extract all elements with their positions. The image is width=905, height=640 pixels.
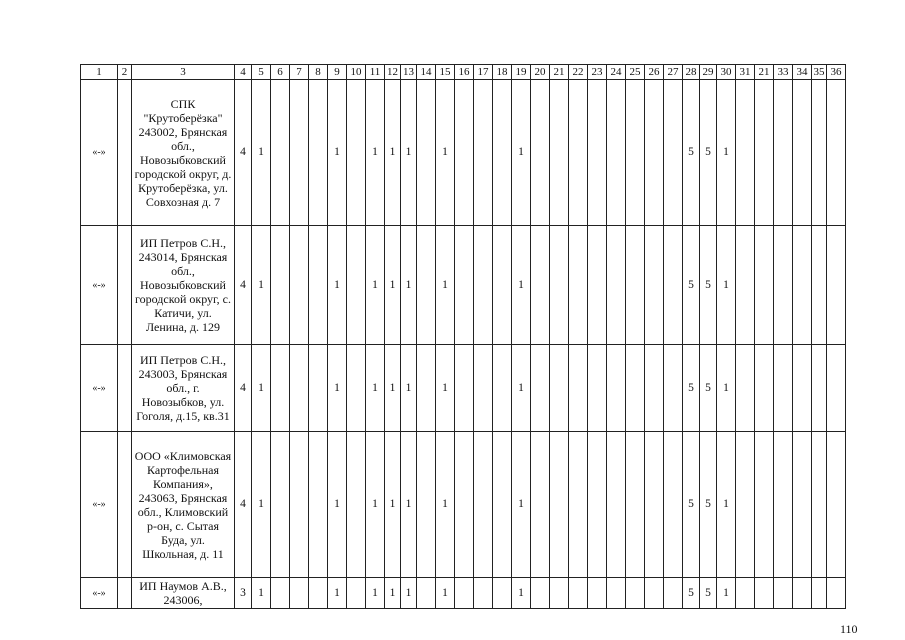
value-cell: 1 xyxy=(436,226,455,345)
empty-cell xyxy=(774,226,793,345)
value-cell: 1 xyxy=(512,578,531,609)
value-cell: 3 xyxy=(235,578,252,609)
column-number: 16 xyxy=(455,65,474,80)
row-marker: «-» xyxy=(81,578,118,609)
value-cell: 5 xyxy=(683,80,700,226)
value-cell: 1 xyxy=(385,578,401,609)
empty-cell xyxy=(290,432,309,578)
empty-cell xyxy=(569,80,588,226)
value-cell: 5 xyxy=(700,432,717,578)
value-cell: 1 xyxy=(328,226,347,345)
value-cell: 4 xyxy=(235,80,252,226)
empty-cell xyxy=(417,80,436,226)
empty-cell xyxy=(793,80,812,226)
value-cell: 1 xyxy=(512,226,531,345)
empty-cell xyxy=(493,80,512,226)
empty-cell xyxy=(736,226,755,345)
value-cell: 1 xyxy=(401,578,417,609)
value-cell: 1 xyxy=(512,432,531,578)
empty-cell xyxy=(474,432,493,578)
empty-cell xyxy=(736,80,755,226)
column-number: 6 xyxy=(271,65,290,80)
column-number: 17 xyxy=(474,65,493,80)
column-number: 12 xyxy=(385,65,401,80)
empty-cell xyxy=(455,578,474,609)
organization-cell: ИП Наумов А.В., 243006, xyxy=(132,578,235,609)
value-cell: 1 xyxy=(385,226,401,345)
empty-cell xyxy=(531,80,550,226)
empty-cell xyxy=(271,432,290,578)
column-number: 21 xyxy=(755,65,774,80)
value-cell: 5 xyxy=(683,226,700,345)
column-number: 3 xyxy=(132,65,235,80)
value-cell: 1 xyxy=(717,432,736,578)
value-cell: 1 xyxy=(385,80,401,226)
empty-cell xyxy=(309,80,328,226)
empty-cell xyxy=(531,345,550,432)
empty-cell xyxy=(774,80,793,226)
empty-cell xyxy=(550,345,569,432)
empty-cell xyxy=(493,345,512,432)
empty-cell xyxy=(455,80,474,226)
empty-cell xyxy=(290,80,309,226)
empty-cell xyxy=(645,226,664,345)
empty-cell xyxy=(812,80,827,226)
empty-cell xyxy=(290,578,309,609)
value-cell: 4 xyxy=(235,345,252,432)
empty-cell xyxy=(417,226,436,345)
value-cell: 5 xyxy=(700,226,717,345)
table-row xyxy=(81,578,846,609)
empty-cell xyxy=(569,432,588,578)
table-row xyxy=(81,80,846,226)
empty-cell xyxy=(793,226,812,345)
column-number: 20 xyxy=(531,65,550,80)
organization-cell: ИП Петров С.Н., 243014, Брянская обл., Новозыбковский городской округ, с. Катичи, ул. Ленина, д. 129 xyxy=(132,226,235,345)
empty-cell xyxy=(755,432,774,578)
empty-cell xyxy=(626,578,645,609)
value-cell: 1 xyxy=(366,432,385,578)
empty-cell xyxy=(645,432,664,578)
empty-cell xyxy=(827,432,846,578)
empty-cell xyxy=(309,578,328,609)
column-number: 33 xyxy=(774,65,793,80)
value-cell: 1 xyxy=(717,226,736,345)
value-cell: 5 xyxy=(683,432,700,578)
empty-cell xyxy=(812,226,827,345)
value-cell: 1 xyxy=(401,345,417,432)
empty-cell xyxy=(755,226,774,345)
empty-cell xyxy=(474,578,493,609)
column-number: 24 xyxy=(607,65,626,80)
organization-cell: СПК "Крутоберёзка" 243002, Брянская обл., Новозыбковский городской округ, д. Крутоберёзка, ул. Совхозная д. 7 xyxy=(132,80,235,226)
value-cell: 5 xyxy=(683,345,700,432)
empty-cell xyxy=(455,432,474,578)
value-cell: 1 xyxy=(401,432,417,578)
column-number: 13 xyxy=(401,65,417,80)
empty-cell xyxy=(417,432,436,578)
empty-cell xyxy=(645,80,664,226)
empty-cell xyxy=(531,226,550,345)
table-row xyxy=(81,226,846,345)
empty-cell xyxy=(309,226,328,345)
value-cell: 1 xyxy=(512,80,531,226)
empty-cell xyxy=(793,345,812,432)
value-cell: 1 xyxy=(252,578,271,609)
empty-cell xyxy=(755,80,774,226)
organization-cell: ООО «Климовская Картофельная Компания», 243063, Брянская обл., Климовский р-он, с. Сытая Буда, ул. Школьная, д. 11 xyxy=(132,432,235,578)
column-number: 26 xyxy=(645,65,664,80)
value-cell: 1 xyxy=(436,80,455,226)
empty-cell xyxy=(588,80,607,226)
empty-cell xyxy=(626,226,645,345)
empty-cell xyxy=(793,432,812,578)
value-cell: 4 xyxy=(235,432,252,578)
empty-cell xyxy=(271,80,290,226)
column-number: 4 xyxy=(235,65,252,80)
column-number: 15 xyxy=(436,65,455,80)
column-number: 9 xyxy=(328,65,347,80)
column-number: 35 xyxy=(813,65,825,78)
column-number-row xyxy=(81,65,846,80)
organization-cell: ИП Петров С.Н., 243003, Брянская обл., г. Новозыбков, ул. Гоголя, д.15, кв.31 xyxy=(132,345,235,432)
empty-cell xyxy=(417,345,436,432)
empty-cell xyxy=(645,345,664,432)
column-number: 10 xyxy=(347,65,366,80)
empty-cell xyxy=(774,432,793,578)
column-number: 18 xyxy=(493,65,512,80)
value-cell: 1 xyxy=(366,345,385,432)
empty-cell xyxy=(736,432,755,578)
empty-cell xyxy=(290,345,309,432)
empty-cell xyxy=(493,578,512,609)
value-cell: 1 xyxy=(436,345,455,432)
value-cell: 1 xyxy=(436,432,455,578)
empty-cell xyxy=(347,80,366,226)
empty-cell xyxy=(588,226,607,345)
empty-cell xyxy=(347,226,366,345)
empty-cell xyxy=(607,432,626,578)
page-number: 110 xyxy=(840,622,858,636)
empty-cell xyxy=(271,345,290,432)
column-number: 7 xyxy=(290,65,309,80)
value-cell: 5 xyxy=(683,578,700,609)
value-cell: 1 xyxy=(252,80,271,226)
value-cell: 4 xyxy=(235,226,252,345)
empty-cell xyxy=(736,345,755,432)
value-cell: 1 xyxy=(385,432,401,578)
row-marker: «-» xyxy=(81,432,118,578)
column-number: 23 xyxy=(588,65,607,80)
empty-cell xyxy=(755,578,774,609)
value-cell: 1 xyxy=(717,80,736,226)
empty-cell xyxy=(531,432,550,578)
empty-cell xyxy=(455,226,474,345)
empty-cell xyxy=(347,345,366,432)
row-marker: «-» xyxy=(81,80,118,226)
column-number: 30 xyxy=(717,65,736,80)
value-cell: 1 xyxy=(366,578,385,609)
row-marker: «-» xyxy=(81,345,118,432)
empty-cell xyxy=(827,226,846,345)
row-marker: «-» xyxy=(81,226,118,345)
column-number: 21 xyxy=(550,65,569,80)
empty-cell xyxy=(271,226,290,345)
value-cell: 5 xyxy=(700,578,717,609)
value-cell: 1 xyxy=(401,80,417,226)
value-cell: 1 xyxy=(717,345,736,432)
column-number: 8 xyxy=(309,65,328,80)
value-cell: 1 xyxy=(328,80,347,226)
empty-cell xyxy=(493,226,512,345)
value-cell: 1 xyxy=(252,432,271,578)
value-cell: 1 xyxy=(436,578,455,609)
column-number: 11 xyxy=(366,65,385,80)
empty-cell xyxy=(736,578,755,609)
empty-cell xyxy=(550,80,569,226)
empty-cell xyxy=(417,578,436,609)
empty-cell xyxy=(626,345,645,432)
column-number: 2 xyxy=(118,65,132,80)
empty-cell xyxy=(118,578,132,609)
empty-cell xyxy=(493,432,512,578)
empty-cell xyxy=(607,578,626,609)
empty-cell xyxy=(455,345,474,432)
value-cell: 1 xyxy=(717,578,736,609)
registry-table xyxy=(80,64,846,609)
empty-cell xyxy=(569,578,588,609)
value-cell: 1 xyxy=(252,345,271,432)
column-number: 5 xyxy=(252,65,271,80)
value-cell: 1 xyxy=(328,345,347,432)
empty-cell xyxy=(607,345,626,432)
empty-cell xyxy=(812,432,827,578)
empty-cell xyxy=(588,345,607,432)
column-number: 22 xyxy=(569,65,588,80)
empty-cell xyxy=(793,578,812,609)
empty-cell xyxy=(664,432,683,578)
value-cell: 1 xyxy=(401,226,417,345)
value-cell: 1 xyxy=(252,226,271,345)
empty-cell xyxy=(118,432,132,578)
empty-cell xyxy=(774,345,793,432)
value-cell: 1 xyxy=(512,345,531,432)
column-number: 14 xyxy=(417,65,436,80)
value-cell: 5 xyxy=(700,345,717,432)
empty-cell xyxy=(812,345,827,432)
column-number: 27 xyxy=(664,65,683,80)
column-number: 25 xyxy=(626,65,645,80)
empty-cell xyxy=(550,578,569,609)
empty-cell xyxy=(118,226,132,345)
empty-cell xyxy=(569,345,588,432)
value-cell: 5 xyxy=(700,80,717,226)
empty-cell xyxy=(664,578,683,609)
value-cell: 1 xyxy=(328,578,347,609)
table-row xyxy=(81,432,846,578)
column-number: 19 xyxy=(512,65,531,80)
column-number: 34 xyxy=(793,65,812,80)
empty-cell xyxy=(531,578,550,609)
empty-cell xyxy=(664,80,683,226)
empty-cell xyxy=(271,578,290,609)
empty-cell xyxy=(474,80,493,226)
empty-cell xyxy=(550,226,569,345)
column-number: 31 xyxy=(736,65,755,80)
empty-cell xyxy=(309,345,328,432)
empty-cell xyxy=(474,345,493,432)
empty-cell xyxy=(774,578,793,609)
empty-cell xyxy=(827,578,846,609)
value-cell: 1 xyxy=(366,80,385,226)
empty-cell xyxy=(569,226,588,345)
empty-cell xyxy=(347,578,366,609)
empty-cell xyxy=(550,432,569,578)
table-row xyxy=(81,345,846,432)
empty-cell xyxy=(474,226,493,345)
empty-cell xyxy=(626,80,645,226)
empty-cell xyxy=(588,578,607,609)
empty-cell xyxy=(607,80,626,226)
empty-cell xyxy=(607,226,626,345)
column-number: 36 xyxy=(827,65,846,80)
empty-cell xyxy=(827,345,846,432)
empty-cell xyxy=(664,226,683,345)
value-cell: 1 xyxy=(385,345,401,432)
empty-cell xyxy=(118,80,132,226)
empty-cell xyxy=(812,578,827,609)
empty-cell xyxy=(755,345,774,432)
empty-cell xyxy=(626,432,645,578)
empty-cell xyxy=(588,432,607,578)
empty-cell xyxy=(645,578,664,609)
empty-cell xyxy=(347,432,366,578)
empty-cell xyxy=(664,345,683,432)
empty-cell xyxy=(290,226,309,345)
empty-cell xyxy=(827,80,846,226)
column-number: 28 xyxy=(683,65,700,80)
column-number: 29 xyxy=(700,65,717,80)
value-cell: 1 xyxy=(366,226,385,345)
value-cell: 1 xyxy=(328,432,347,578)
column-number: 1 xyxy=(81,65,118,80)
empty-cell xyxy=(309,432,328,578)
empty-cell xyxy=(118,345,132,432)
